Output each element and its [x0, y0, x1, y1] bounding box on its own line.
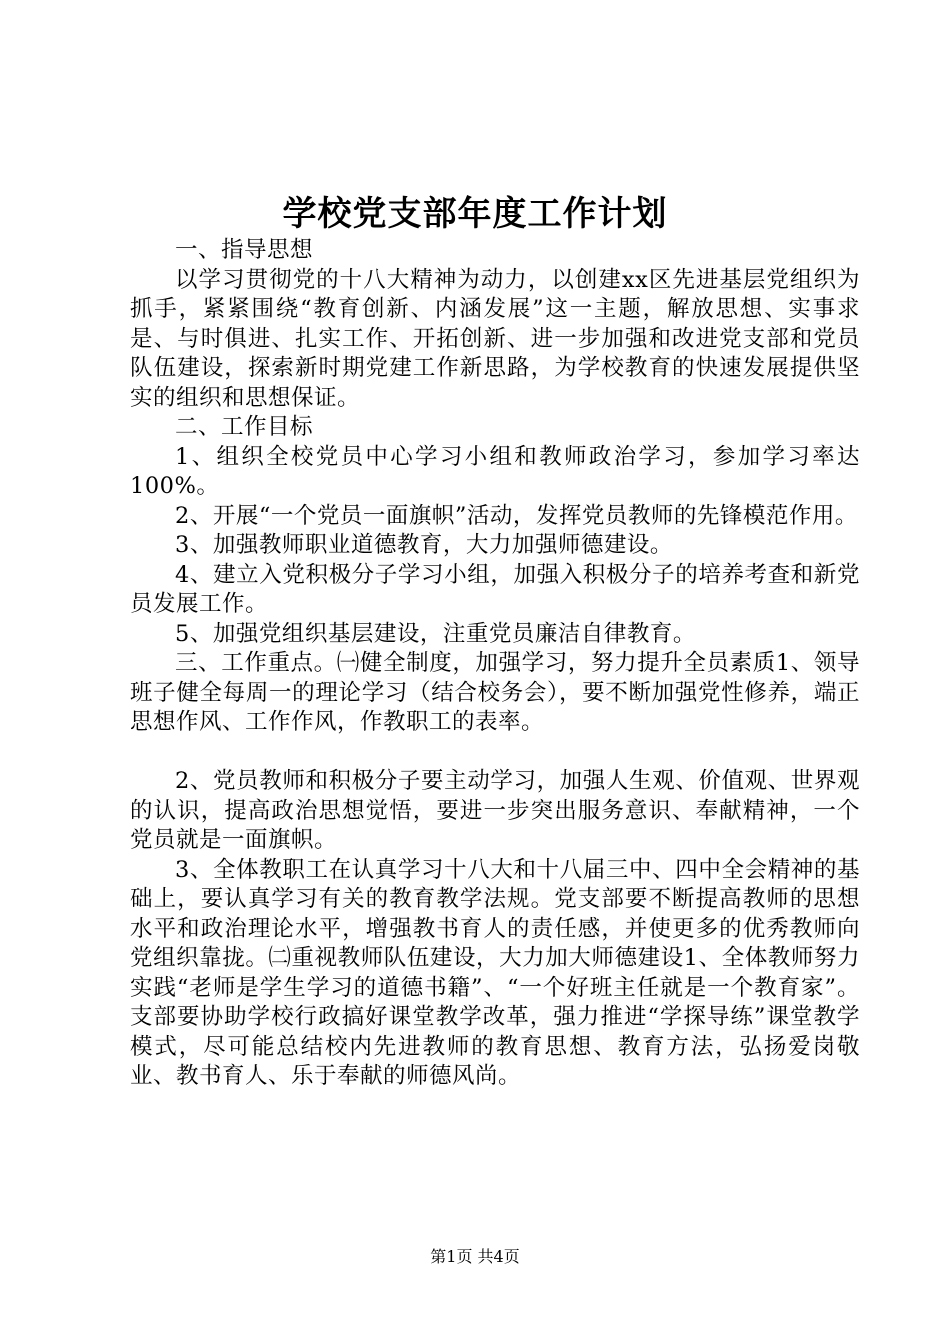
- goal-item-2: 2、开展“一个党员一面旗帜”活动，发挥党员教师的先锋模范作用。: [175, 502, 858, 529]
- document-body: [130, 236, 860, 1092]
- goal-item-4: 4、建立入党积极分子学习小组，加强入积极分子的培养考查和新党员发展工作。: [130, 561, 860, 617]
- section-heading-guiding-ideology: 一、指导思想: [175, 237, 314, 263]
- goal-item-3: 3、加强教师职业道德教育，大力加强师德建设。: [175, 532, 673, 558]
- page-number-footer: 第1页 共4页: [430, 1247, 520, 1266]
- paragraph-focus-item-3: 3、全体教职工在认真学习十八大和十八届三中、四中全会精神的基础上，要认真学习有关的教育教学法规。党支部要不断提高教师的思想水平和政治理论水平，增强教书育人的责任感，并使更多的优秀教师向党组织靠拢。㈡重视教师队伍建设，大力加大师德建设1、全体教师努力实践“老师是学生学习的道德书籍”、“一个好班主任就是一个教育家”。支部要协助学校行政搞好课堂教学改革，强力推进“学探导练”课堂教学模式，尽可能总结校内先进教师的教育思想、教育方法，弘扬爱岗敬业、教书育人、乐于奉献的师德风尚。: [130, 856, 860, 1089]
- paragraph-guiding-ideology: 以学习贯彻党的十八大精神为动力，以创建xx区先进基层党组织为抓手，紧紧围绕“教育创新、内涵发展”这一主题，解放思想、实事求是、与时俱进、扎实工作、开拓创新、进一步加强和改进党支部和党员队伍建设，探索新时期党建工作新思路，为学校教育的快速发展提供坚实的组织和思想保证。: [130, 266, 860, 411]
- paragraph-work-focus: 三、工作重点。㈠健全制度，加强学习，努力提升全员素质1、领导班子健全每周一的理论学习（结合校务会），要不断加强党性修养，端正思想作风、工作作风，作教职工的表率。: [130, 650, 860, 735]
- document-title: 学校党支部年度工作计划: [282, 194, 668, 234]
- goal-item-5: 5、加强党组织基层建设，注重党员廉洁自律教育。: [175, 620, 696, 647]
- paragraph-focus-item-2: 2、党员教师和积极分子要主动学习，加强人生观、价值观、世界观的认识，提高政治思想觉悟，要进一步突出服务意识、奉献精神，一个党员就是一面旗帜。: [130, 768, 860, 853]
- goal-item-1: 1、组织全校党员中心学习小组和教师政治学习，参加学习率达100%。: [130, 443, 860, 499]
- section-heading-work-goals: 二、工作目标: [175, 414, 314, 440]
